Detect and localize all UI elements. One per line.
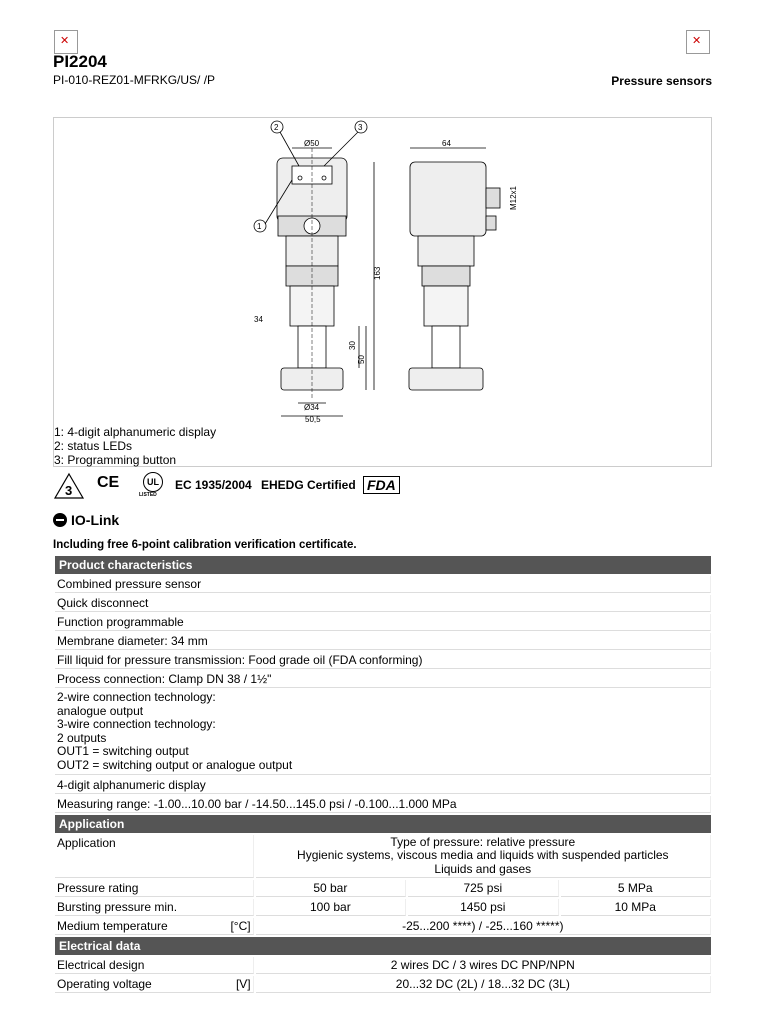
3a-sanitary-icon <box>53 472 85 500</box>
table-row <box>55 957 711 974</box>
spec-cell: Measuring range: -1.00...10.00 bar / -14.50...145.0 psi / -0.100...1.000 MPa <box>55 796 711 813</box>
spec-cell: 4-digit alphanumeric display <box>55 777 711 794</box>
io-link-icon <box>53 513 67 527</box>
table-row <box>55 671 711 688</box>
ec-regulation-label: EC 1935/2004 <box>175 478 252 492</box>
legend-item: 3: Programming button <box>54 453 177 467</box>
spec-value: -25...200 ****) / -25...160 *****) <box>256 918 711 935</box>
spec-label: Bursting pressure min. <box>55 899 254 916</box>
dim-diameter-50: Ø50 <box>304 139 320 148</box>
table-row <box>55 835 711 879</box>
table-row <box>55 633 711 650</box>
spec-value: 20...32 DC (2L) / 18...32 DC (3L) <box>256 976 711 993</box>
table-row <box>55 796 711 813</box>
sensor-drawing <box>174 118 574 428</box>
spec-cell: Fill liquid for pressure transmission: Food grade oil (FDA conforming) <box>55 652 711 669</box>
table-row <box>55 918 711 935</box>
spec-cell: Function programmable <box>55 614 711 631</box>
table-row <box>55 690 711 775</box>
fda-icon: FDA <box>363 476 400 494</box>
calibration-note: Including free 6-point calibration verification certificate. <box>53 539 357 551</box>
callout-3: 3 <box>358 123 363 132</box>
unit-label: [°C] <box>230 919 251 934</box>
ehedg-label: EHEDG Certified <box>261 478 356 492</box>
dim-m12: M12x1 <box>509 185 518 210</box>
dim-height-30: 30 <box>348 341 357 350</box>
ce-mark-icon: CE <box>97 474 120 491</box>
spec-table <box>53 554 713 995</box>
wiring-cell: 2-wire connection technology: analogue output 3-wire connection technology: 2 outputs OUT1 = switching output OUT2 = switching output or analogue output <box>55 690 711 775</box>
ul-listed-icon: UL LISTED <box>135 472 171 502</box>
product-category: Pressure sensors <box>611 74 712 88</box>
svg-text:3: 3 <box>65 483 73 498</box>
dim-width-64: 64 <box>442 139 451 148</box>
io-link-logo: IO-Link <box>53 512 119 528</box>
callout-1: 1 <box>257 222 262 231</box>
table-row <box>55 652 711 669</box>
dim-diameter-34: Ø34 <box>304 403 320 412</box>
dim-width-505: 50,5 <box>305 415 321 424</box>
spec-cell: Combined pressure sensor <box>55 576 711 593</box>
spec-value: 2 wires DC / 3 wires DC PNP/NPN <box>256 957 711 974</box>
spec-label: Pressure rating <box>55 880 254 897</box>
dim-wrench-34: 34 <box>254 315 263 324</box>
spec-label: Medium temperature [°C] <box>55 918 254 935</box>
callout-2: 2 <box>274 123 279 132</box>
table-row <box>55 976 711 993</box>
section-header-application: Application <box>55 815 711 833</box>
spec-value: 10 MPa <box>561 899 711 916</box>
legend-item: 1: 4-digit alphanumeric display <box>54 425 217 439</box>
table-row <box>55 880 711 897</box>
spec-value: 50 bar <box>256 880 406 897</box>
spec-value: 1450 psi <box>408 899 558 916</box>
certification-logos <box>53 472 473 504</box>
table-row <box>55 595 711 612</box>
spec-label: Electrical design <box>55 957 254 974</box>
application-value: Type of pressure: relative pressure Hygienic systems, viscous media and liquids with suspended particles Liquids and gases <box>256 835 711 879</box>
spec-cell: Quick disconnect <box>55 595 711 612</box>
table-row <box>55 614 711 631</box>
spec-value: 725 psi <box>408 880 558 897</box>
dimension-drawing <box>53 117 712 467</box>
spec-value: 5 MPa <box>561 880 711 897</box>
article-number: PI-010-REZ01-MFRKG/US/ /P <box>53 73 216 87</box>
brand-logo-placeholder <box>686 30 710 54</box>
product-image-placeholder <box>54 30 78 54</box>
dim-height-163: 163 <box>373 266 382 280</box>
table-row <box>55 576 711 593</box>
spec-value: 100 bar <box>256 899 406 916</box>
section-header-product-characteristics: Product characteristics <box>55 556 711 574</box>
spec-label: Operating voltage [V] <box>55 976 254 993</box>
table-row <box>55 899 711 916</box>
spec-cell: Membrane diameter: 34 mm <box>55 633 711 650</box>
section-header-electrical: Electrical data <box>55 937 711 955</box>
table-row <box>55 777 711 794</box>
spec-label: Application <box>55 835 254 879</box>
dim-height-50: 50 <box>357 355 366 364</box>
legend-item: 2: status LEDs <box>54 439 133 453</box>
unit-label: [V] <box>235 977 251 992</box>
product-title: PI2204 <box>53 52 107 71</box>
spec-cell: Process connection: Clamp DN 38 / 1½" <box>55 671 711 688</box>
